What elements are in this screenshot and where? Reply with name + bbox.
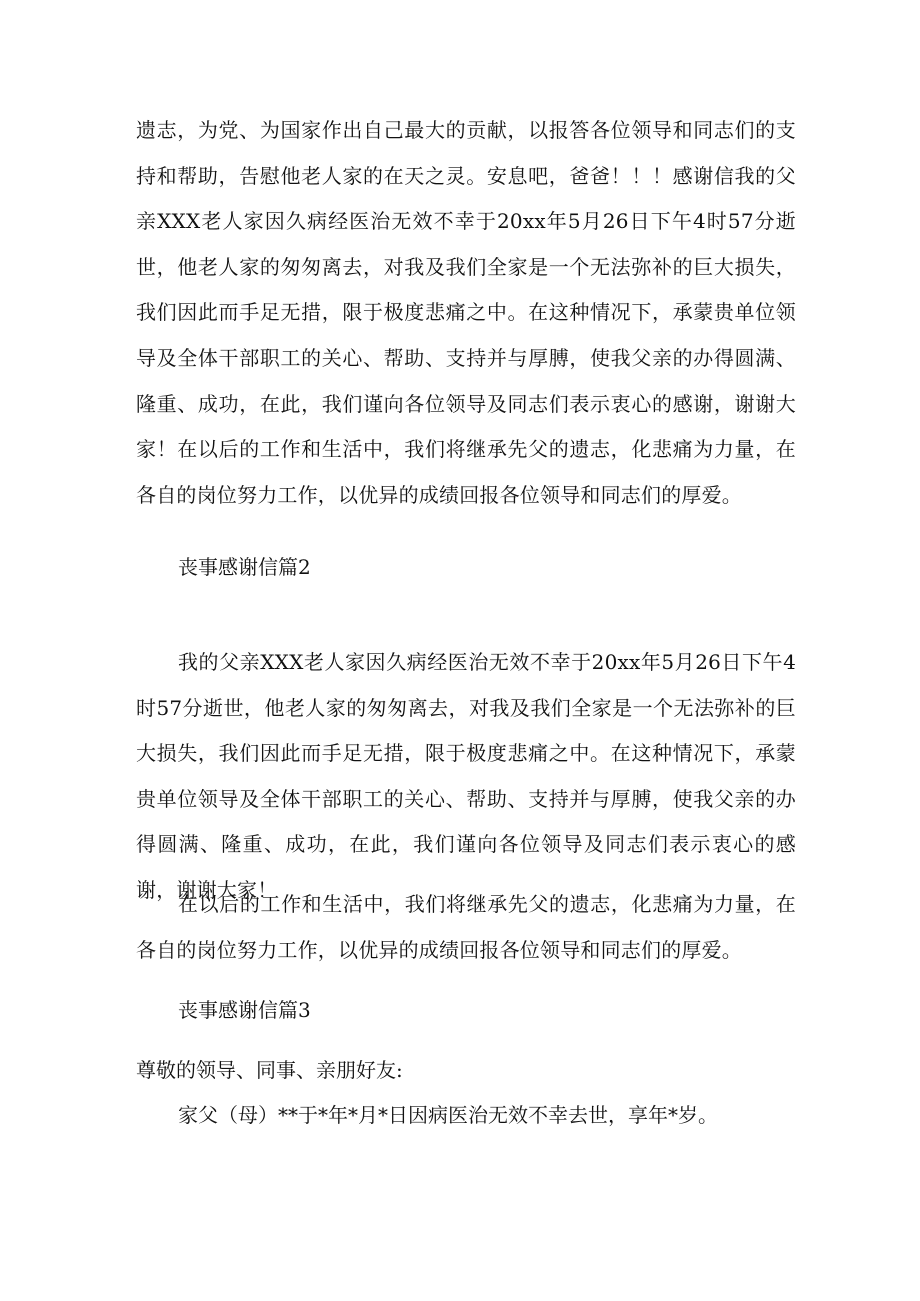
body-paragraph-1: 遗志，为党、为国家作出自己最大的贡献，以报答各位领导和同志们的支持和帮助，告慰他老人家的在天之灵。安息吧，爸爸！！！感谢信我的父亲XXX老人家因久病经医治无效不幸于20xx年5月26日下午4时57分逝世，他老人家的匆匆离去，对我及我们全家是一个无法弥补的巨大损失，我们因此而手足无措，限于极度悲痛之中。在这种情况下，承蒙贵单位领导及全体干部职工的关心、帮助、支持并与厚膊，使我父亲的办得圆满、隆重、成功，在此，我们谨向各位领导及同志们表示衷心的感谢，谢谢大家！在以后的工作和生活中，我们将继承先父的遗志，化悲痛为力量，在各自的岗位努力工作，以优异的成绩回报各位领导和同志们的厚爱。: [136, 118, 796, 507]
body-paragraph-2: 我的父亲XXX老人家因久病经医治无效不幸于20xx年5月26日下午4时57分逝世，他老人家的匆匆离去，对我及我们全家是一个无法弥补的巨大损失，我们因此而手足无措，限于极度悲痛之中。在这种情况下，承蒙贵单位领导及全体干部职工的关心、帮助、支持并与厚膊，使我父亲的办得圆满、隆重、成功，在此，我们谨向各位领导及同志们表示衷心的感谢，谢谢大家！: [136, 650, 796, 902]
body-paragraph-4: 家父（母）**于*年*月*日因病医治无效不幸去世，享年*岁。: [178, 1103, 718, 1127]
body-paragraph-3: 在以后的工作和生活中，我们将继承先父的遗志，化悲痛为力量，在各自的岗位努力工作，以优异的成绩回报各位领导和同志们的厚爱。: [136, 892, 796, 962]
section-heading-2: 丧事感谢信篇2: [178, 555, 311, 579]
section-heading-3: 丧事感谢信篇3: [178, 998, 311, 1022]
salutation-line: 尊敬的领导、同事、亲朋好友:: [136, 1058, 403, 1082]
